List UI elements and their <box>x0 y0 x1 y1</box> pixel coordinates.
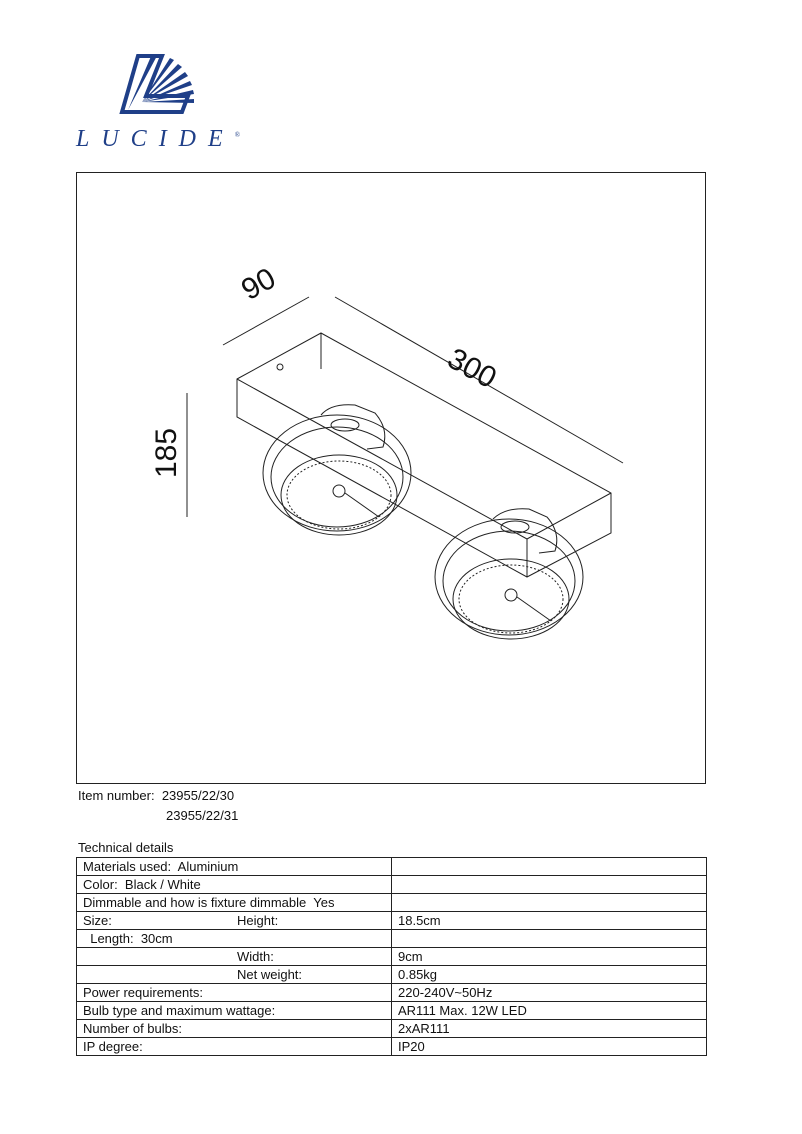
spec-label-cell <box>77 984 392 1002</box>
spec-value: IP20 <box>398 1039 425 1054</box>
spec-value-cell <box>392 948 707 966</box>
spec-value: 0.85kg <box>398 967 438 982</box>
spec-label-cell <box>77 1020 392 1038</box>
spec-value-cell <box>392 1020 707 1038</box>
spec-label-cell <box>77 1038 392 1056</box>
spec-value: 220-240V~50Hz <box>398 985 493 1000</box>
spec-label-cell <box>77 912 392 930</box>
spec-sublabel: Width: <box>237 949 274 964</box>
dimension-height-label: 185 <box>150 427 183 478</box>
spec-value-cell <box>392 930 707 948</box>
item-number-2: 23955/22/31 <box>166 808 239 823</box>
spec-value-cell <box>392 984 707 1002</box>
spec-value-cell <box>392 912 707 930</box>
spec-value: 2xAR111 <box>398 1021 450 1036</box>
spec-label: Length: 30cm <box>83 931 173 946</box>
spec-label-cell <box>77 858 392 876</box>
spec-sublabel: Height: <box>237 913 279 928</box>
item-number-label: Item number: <box>78 788 155 803</box>
table-row <box>77 984 707 1002</box>
spec-label-cell <box>77 948 392 966</box>
spec-label: Bulb type and maximum wattage: <box>83 1003 276 1018</box>
product-drawing-frame <box>76 172 706 784</box>
fixture-drawing <box>77 173 707 785</box>
spec-label-cell <box>77 894 392 912</box>
technical-details-title: Technical details <box>78 840 174 855</box>
table-row <box>77 930 707 948</box>
spec-value-cell <box>392 1038 707 1056</box>
spec-value-cell <box>392 876 707 894</box>
table-row <box>77 1038 707 1056</box>
spec-label: IP degree: <box>83 1039 143 1054</box>
dimension-width-label: 90 <box>236 261 282 307</box>
spec-label: Color: Black / White <box>83 877 201 892</box>
table-row <box>77 1002 707 1020</box>
spec-value: 9cm <box>398 949 423 964</box>
spec-label-cell <box>77 876 392 894</box>
table-row <box>77 894 707 912</box>
spec-label: Number of bulbs: <box>83 1021 182 1036</box>
spec-value: 18.5cm <box>398 913 441 928</box>
spec-label: Power requirements: <box>83 985 203 1000</box>
spec-value-cell <box>392 966 707 984</box>
brand-wordmark: LUCIDE® <box>76 126 240 152</box>
dimension-length-label: 300 <box>442 342 502 396</box>
spec-label: Materials used: Aluminium <box>83 859 239 874</box>
table-row <box>77 912 707 930</box>
spec-label-cell <box>77 930 392 948</box>
spec-label-cell <box>77 966 392 984</box>
table-row <box>77 876 707 894</box>
spec-label-cell <box>77 1002 392 1020</box>
spec-label: Dimmable and how is fixture dimmable Yes <box>83 895 335 910</box>
spec-label: Size: <box>83 913 112 928</box>
spec-value-cell <box>392 894 707 912</box>
spec-value: AR111 Max. 12W LED <box>398 1003 527 1018</box>
spec-value-cell <box>392 858 707 876</box>
spec-value-cell <box>392 1002 707 1020</box>
table-row <box>77 1020 707 1038</box>
table-row <box>77 948 707 966</box>
table-row <box>77 966 707 984</box>
table-row <box>77 858 707 876</box>
spec-sublabel: Net weight: <box>237 967 303 982</box>
technical-details-table <box>76 857 707 1056</box>
item-number-1: 23955/22/30 <box>161 788 235 803</box>
item-number-block <box>78 786 238 826</box>
